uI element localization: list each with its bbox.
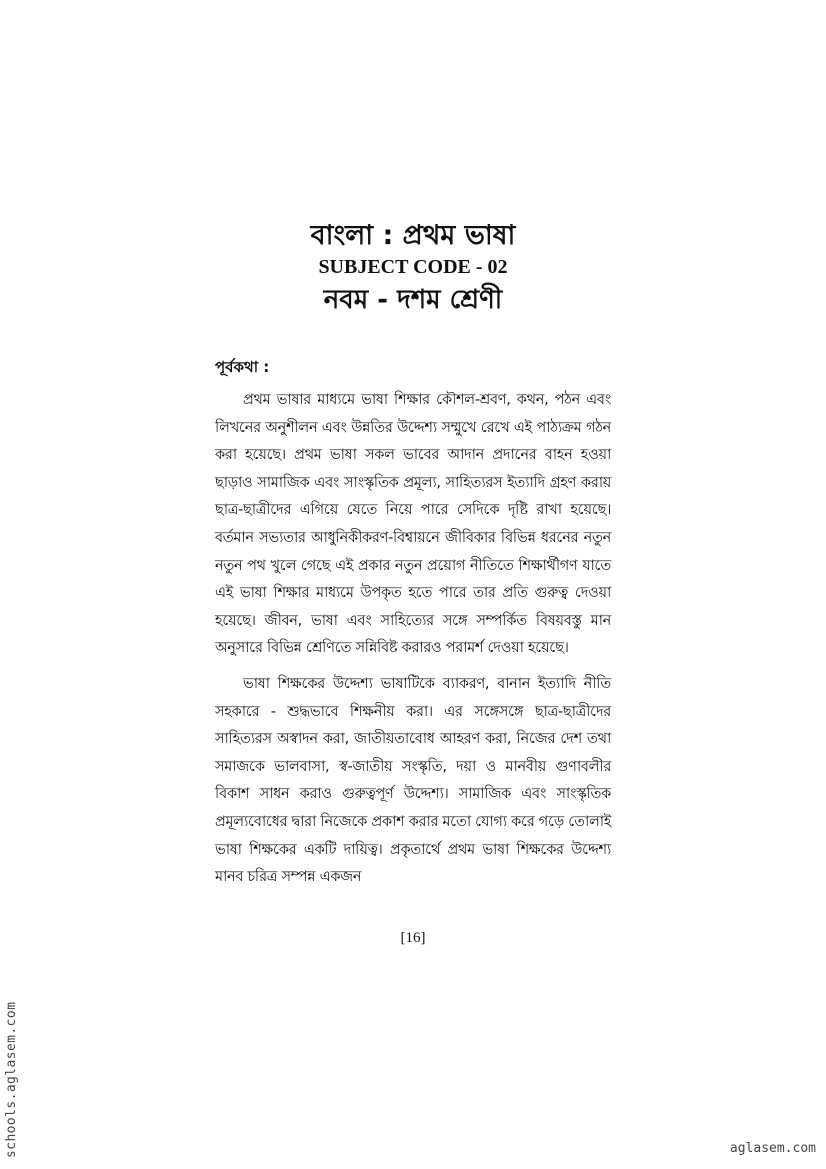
class-range: নবম - দশম শ্রেণী (323, 285, 503, 315)
paragraph-1: প্রথম ভাষার মাধ্যমে ভাষা শিক্ষার কৌশল-শ্রবণ, কথন, পঠন এবং লিখনের অনুশীলন এবং উন্নতির উদ্দেশ্য সম্মুখে রেখে এই পাঠ্যক্রম গঠন করা হয়েছে। প্রথম ভাষা সকল ভাবের আদান প্রদানের বাহন হওয়া ছাড়াও সামাজিক এবং সাংস্কৃতিক প্রমূল্য, সাহিত্যরস ইত্যাদি গ্রহণ করায় ছাত্র-ছাত্রীদের এগিয়ে যেতে নিয়ে পারে সেদিকে দৃষ্টি রাখা হয়েছে। বর্তমান সভ্যতার আধুনিকীকরণ-বিশ্বায়নে জীবিকার বিভিন্ন ধরনের নতুন নতুন পথ খুলে গেছে এই প্রকার নতুন প্রয়োগ নীতিতে শিক্ষার্থীগণ যাতে এই ভাষা শিক্ষার মাধ্যমে উপকৃত হতে পারে তার প্রতি গুরুত্ব দেওয়া হয়েছে। জীবন, ভাষা এবং সাহিত্যের সঙ্গে সম্পর্কিত বিষয়বস্তু মান অনুসারে বিভিন্ন শ্রেণিতে সন্নিবিষ্ট করারও পরামর্শ দেওয়া হয়েছে। (215, 391, 611, 657)
section-heading: পূর্বকথা : (215, 358, 270, 376)
document-title: বাংলা : প্রথম ভাষা (310, 220, 516, 251)
subject-code: SUBJECT CODE - 02 (318, 256, 508, 278)
corner-watermark: aglasem.com (729, 1141, 816, 1156)
page-number: [16] (400, 930, 426, 946)
preface-section (215, 356, 611, 899)
side-watermark: schools.aglasem.com (4, 1001, 19, 1158)
paragraph-2: ভাষা শিক্ষকের উদ্দেশ্য ভাষাটিকে ব্যাকরণ, বানান ইত্যাদি নীতি সহকারে - শুদ্ধভাবে শিক্ষনীয় করা। এর সঙ্গেসঙ্গে ছাত্র-ছাত্রীদের সাহিত্যরস অস্বাদন করা, জাতীয়তাবোধ আহরণ করা, নিজের দেশ তথা সমাজকে ভালবাসা, স্ব-জাতীয় সংস্কৃতি, দয়া ও মানবীয় গুণাবলীর বিকাশ সাধন করাও গুরুত্বপূর্ণ উদ্দেশ্য। সামাজিক এবং সাংস্কৃতিক প্রমূল্যবোধের দ্বারা নিজেকে প্রকাশ করার মতো যোগ্য করে গড়ে তোলাই ভাষা শিক্ষকের একটি দায়িত্ব। প্রকৃতার্থে প্রথম ভাষা শিক্ষকের উদ্দেশ্য মানব চরিত্র সম্পন্ন একজন (215, 674, 611, 886)
